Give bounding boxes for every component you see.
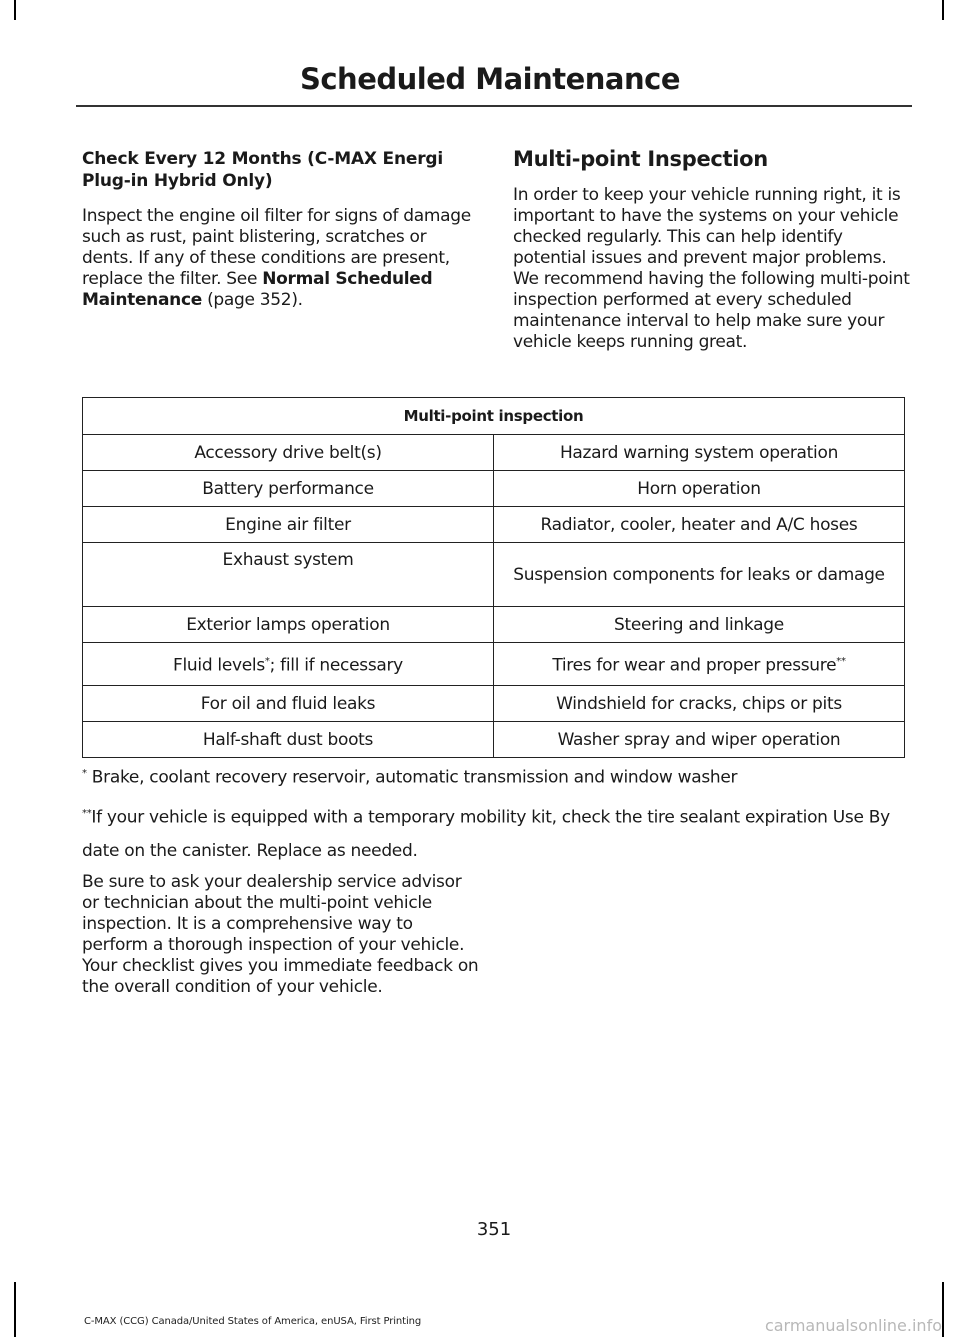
table-row bbox=[83, 643, 905, 686]
table-cell-left: Exhaust system bbox=[83, 543, 494, 607]
table-header: Multi-point inspection bbox=[83, 398, 905, 435]
table-cell-right: Steering and linkage bbox=[494, 607, 905, 643]
table-cell-right: Hazard warning system operation bbox=[494, 435, 905, 471]
right-column bbox=[513, 145, 913, 353]
energi-filter-text: Inspect the engine oil filter for signs of damage such as rust, paint blistering, scratches or dents. If any of these conditions are present, replace the filter. See bbox=[82, 206, 471, 289]
table-row bbox=[83, 507, 905, 543]
table-cell-left: Engine air filter bbox=[83, 507, 494, 543]
multipoint-heading: Multi-point Inspection bbox=[513, 147, 768, 171]
table-cell-right: Suspension components for leaks or damage bbox=[494, 543, 905, 607]
fluid-levels-text: Fluid levels bbox=[173, 655, 265, 676]
crop-mark-top-right bbox=[942, 0, 944, 20]
page-number: 351 bbox=[476, 1219, 512, 1240]
footnote-1 bbox=[82, 763, 912, 789]
crop-mark-bottom-right bbox=[942, 1282, 944, 1337]
footnote-marker: ** bbox=[82, 808, 92, 819]
table-cell-right: Washer spray and wiper operation bbox=[494, 722, 905, 758]
page-reference: (page 352). bbox=[201, 290, 303, 310]
crop-mark-bottom-left bbox=[14, 1282, 16, 1337]
tires-text: Tires for wear and proper pressure bbox=[552, 655, 837, 676]
footnote-2 bbox=[82, 797, 912, 868]
table-header-row bbox=[83, 398, 905, 435]
table-cell-right: Horn operation bbox=[494, 471, 905, 507]
table-row bbox=[83, 435, 905, 471]
edition-line: C-MAX (CCG) Canada/United States of America, enUSA, First Printing bbox=[84, 1316, 422, 1327]
footnote-marker: ** bbox=[836, 656, 846, 668]
crop-mark-top-left bbox=[14, 0, 16, 20]
page-title: Scheduled Maintenance bbox=[299, 62, 680, 96]
inspection-table bbox=[82, 397, 905, 758]
table-cell-left: For oil and fluid leaks bbox=[83, 686, 494, 722]
fluid-levels-suffix: ; fill if necessary bbox=[269, 655, 403, 676]
watermark: carmanualsonline.info bbox=[764, 1316, 942, 1335]
footnote-1-text: Brake, coolant recovery reservoir, automatic transmission and window washer bbox=[86, 767, 738, 788]
closing-section bbox=[82, 872, 482, 998]
table-row bbox=[83, 607, 905, 643]
table-row bbox=[83, 722, 905, 758]
closing-paragraph: Be sure to ask your dealership service advisor or technician about the multi-point vehicle inspection. It is a comprehensive way to perform a thorough inspection of your vehicle. Your checklist gives you immediate feedback on the overall condition of your vehicle. bbox=[82, 872, 479, 997]
table-cell-right bbox=[494, 643, 905, 686]
table-row bbox=[83, 471, 905, 507]
table-row bbox=[83, 543, 905, 607]
energi-filter-heading: Check Every 12 Months (C-MAX Energi Plug-in Hybrid Only) bbox=[82, 149, 443, 191]
table-cell-right: Radiator, cooler, heater and A/C hoses bbox=[494, 507, 905, 543]
table-cell-left: Accessory drive belt(s) bbox=[83, 435, 494, 471]
table-cell-right: Windshield for cracks, chips or pits bbox=[494, 686, 905, 722]
table-cell-left: Half-shaft dust boots bbox=[83, 722, 494, 758]
header-divider bbox=[76, 105, 912, 107]
multipoint-body: In order to keep your vehicle running right, it is important to have the systems on your vehicle checked regularly. This can help identify potential issues and prevent major problems. We recommend having the following multi-point inspection performed at every scheduled maintenance interval to help make sure your vehicle keeps running great. bbox=[513, 185, 910, 352]
energi-filter-body bbox=[82, 206, 482, 311]
left-column bbox=[82, 148, 482, 311]
footnote-marker: * bbox=[82, 768, 87, 779]
table-row bbox=[83, 686, 905, 722]
footnote-2-text: If your vehicle is equipped with a temporary mobility kit, check the tire sealant expiration Use By date on the canister. Replace as needed. bbox=[82, 807, 890, 861]
table-cell-left: Battery performance bbox=[83, 471, 494, 507]
table-cell-left: Exterior lamps operation bbox=[83, 607, 494, 643]
table-cell-left bbox=[83, 643, 494, 686]
normal-maintenance-link[interactable]: Normal Scheduled Maintenance bbox=[82, 269, 433, 310]
footnote-marker: * bbox=[264, 656, 270, 668]
